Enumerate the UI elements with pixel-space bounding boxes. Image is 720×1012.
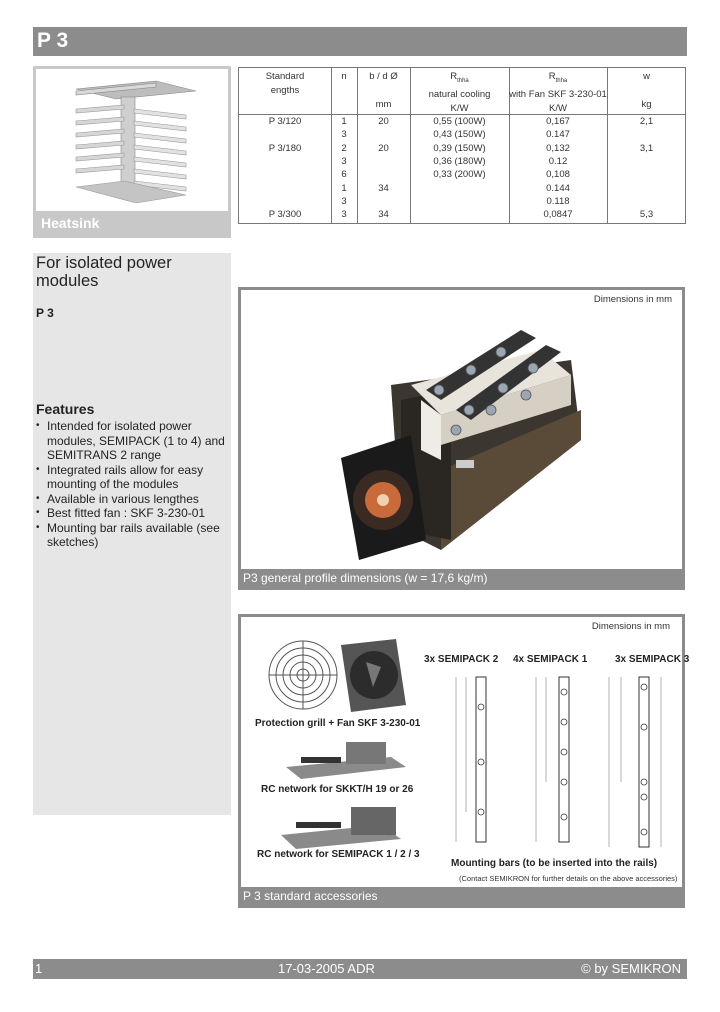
product-code: P 3: [36, 306, 54, 320]
table-cell-n: 1: [341, 182, 347, 194]
feature-item: • Intended for isolated power modules, SEMIPACK (1 to 4) and SEMITRANS 2 range: [33, 419, 231, 463]
table-cell-length: P 3/120: [268, 116, 302, 127]
features-list: [33, 419, 231, 550]
mounting-bars-label: Mounting bars (to be inserted into the rails): [451, 858, 658, 869]
header-text: R: [548, 71, 556, 82]
table-cell-rfan: 0,0847: [543, 209, 573, 221]
table-cell-w: 5,3: [639, 209, 654, 221]
header-unit: kg: [641, 99, 652, 110]
accessories-drawing: [241, 617, 690, 887]
heatsink-fan-assembly-photo: [241, 290, 682, 569]
table-cell-rnat: 0,39 (150W): [433, 142, 486, 154]
feature-item: • Mounting bar rails available (see sketches): [33, 521, 231, 550]
table-cell-w: 2,1: [639, 116, 654, 127]
semipack2-label: 3x SEMIPACK 2: [424, 654, 499, 665]
col-header-rth-natural: [410, 71, 509, 114]
col-header-lengths: [239, 71, 331, 96]
heatsink-illustration: [36, 69, 228, 211]
table-cell-n: 3: [341, 155, 347, 167]
table-cell-n: 6: [341, 169, 347, 181]
feature-item: • Best fitted fan : SKF 3-230-01: [33, 506, 231, 521]
header-text: Standard: [265, 71, 305, 82]
header-text: R: [450, 71, 458, 82]
table-cell-n: 3: [341, 209, 347, 221]
table-cell-bd: 34: [378, 209, 389, 221]
dimensions-note: Dimensions in mm: [593, 294, 672, 305]
header-text: with Fan SKF 3-230-01: [509, 88, 607, 100]
semipack1-label: 4x SEMIPACK 1: [513, 654, 588, 665]
header-text: b / d Ø: [369, 71, 398, 82]
product-subtitle: For isolated power modules: [36, 254, 172, 290]
description-panel: [33, 253, 231, 815]
table-cell-n: 3: [341, 195, 347, 207]
header-unit: K/W: [549, 102, 567, 114]
table-cell-w: 3,1: [639, 142, 654, 154]
table-cell-rnat: 0,33 (200W): [433, 169, 486, 181]
table-cell-length: P 3/300: [268, 209, 302, 221]
table-cell-n: 2: [341, 142, 347, 154]
table-cell-n: 1: [341, 116, 347, 127]
header-text: w: [643, 71, 650, 82]
table-cell-rfan: 0,167: [546, 116, 570, 127]
footer-bar: [33, 959, 687, 979]
fan-label: Protection grill + Fan SKF 3-230-01: [255, 718, 421, 729]
rc-network-semipack-label: RC network for SEMIPACK 1 / 2 / 3: [257, 849, 420, 860]
table-cell-n: 3: [341, 129, 347, 141]
header-text: engths: [270, 85, 300, 96]
col-header-rth-fan: [509, 71, 607, 114]
table-cell-rfan: 0.147: [546, 129, 570, 141]
table-cell-rnat: 0,55 (100W): [433, 116, 486, 127]
features-heading: Features: [36, 401, 95, 417]
table-cell-rnat: 0,43 (150W): [433, 129, 486, 141]
heatsink-image-box: [33, 66, 231, 238]
footer-copyright: © by SEMIKRON: [581, 961, 681, 976]
header-unit: K/W: [450, 102, 469, 114]
accessories-figure: [238, 614, 690, 908]
header-subscript: thha: [555, 77, 568, 84]
col-header-bd: [357, 71, 410, 110]
table-cell-rfan: 0,108: [546, 169, 570, 181]
dimensions-note: Dimensions in mm: [591, 621, 670, 632]
figure-caption: P 3 standard accessories: [243, 889, 378, 903]
header-unit: mm: [375, 99, 392, 110]
table-cell-bd: 20: [378, 142, 389, 154]
col-header-n: n: [341, 71, 347, 82]
header-text: natural cooling: [428, 88, 491, 100]
figure-caption: P3 general profile dimensions (w = 17,6 kg/m): [243, 571, 488, 585]
header-bar: [33, 27, 687, 56]
feature-item: • Integrated rails allow for easy mounting of the modules: [33, 463, 231, 492]
table-cell-rfan: 0.12: [548, 155, 568, 167]
col-header-weight: [607, 71, 686, 110]
table-cell-bd: 34: [378, 182, 389, 194]
rc-network-skkt-label: RC network for SKKT/H 19 or 26: [261, 784, 414, 795]
profile-photo: [241, 290, 682, 569]
table-cell-length: P 3/180: [268, 142, 302, 154]
table-cell-bd: 20: [378, 116, 389, 127]
page-number: 1: [35, 961, 43, 976]
footer-date: 17-03-2005 ADR: [278, 961, 375, 976]
profile-figure: [238, 287, 685, 590]
header-subscript: thha: [457, 77, 469, 84]
feature-item: • Available in various lengthes: [33, 492, 231, 507]
table-cell-rnat: 0,36 (180W): [433, 155, 486, 167]
semipack3-label: 3x SEMIPACK 3: [615, 654, 690, 665]
heatsink-image: [36, 69, 228, 211]
contact-note: (Contact SEMIKRON for further details on the above accessories): [459, 874, 678, 883]
table-cell-rfan: 0.144: [546, 182, 570, 194]
spec-table: [238, 67, 686, 224]
table-header-divider: [239, 114, 685, 115]
table-cell-rfan: 0.118: [546, 195, 570, 207]
image-caption: Heatsink: [41, 215, 100, 231]
page-title: P 3: [37, 29, 69, 52]
table-cell-rfan: 0,132: [546, 142, 570, 154]
